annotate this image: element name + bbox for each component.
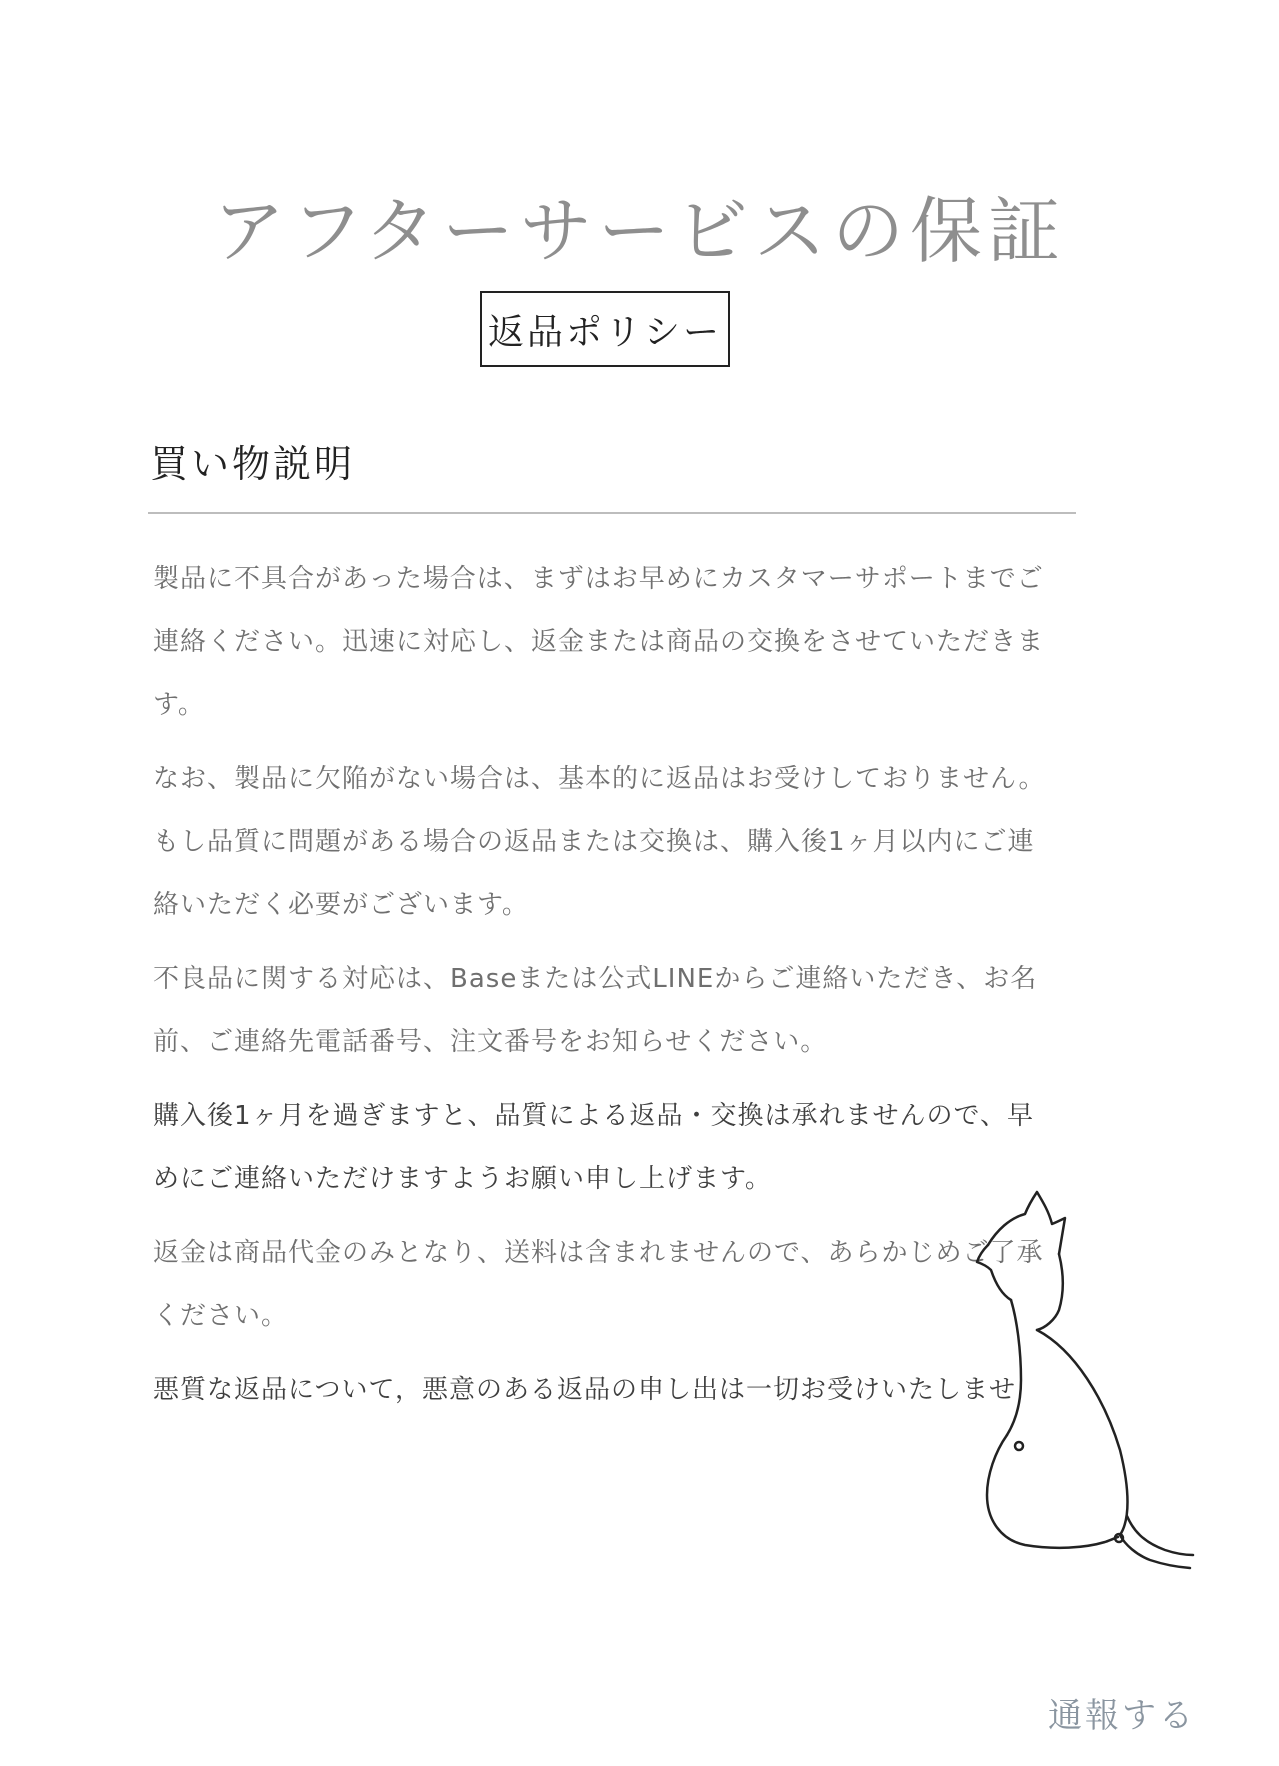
- policy-paragraph: 購入後1ヶ月を過ぎますと、品質による返品・交換は承れませんので、早めにご連絡いただけますようお願い申し上げます。: [153, 1101, 1035, 1194]
- sitting-cat-icon: [925, 1190, 1195, 1600]
- policy-paragraph: 悪質な返品について，悪意のある返品の申し出は一切お受けいたしませ: [153, 1375, 1016, 1405]
- policy-paragraph: 不良品に関する対応は、Baseまたは公式LINEからご連絡いただき、お名前、ご連絡先電話番号、注文番号をお知らせください。: [153, 964, 1038, 1057]
- policy-body: [153, 548, 1058, 1433]
- page-title: アフターサービスの保証: [213, 189, 1066, 273]
- policy-paragraph: 返金は商品代金のみとなり、送料は含まれませんので、あらかじめご了承ください。: [153, 1238, 1044, 1331]
- report-link[interactable]: 通報する: [1048, 1696, 1196, 1736]
- policy-paragraph: なお、製品に欠陥がない場合は、基本的に返品はお受けしておりません。もし品質に問題がある場合の返品または交換は、購入後1ヶ月以内にご連絡いただく必要がございます。: [153, 764, 1046, 920]
- section-heading: 買い物説明: [150, 442, 356, 486]
- return-policy-badge: 返品ポリシー: [480, 291, 730, 367]
- policy-paragraph: 製品に不具合があった場合は、まずはお早めにカスタマーサポートまでご連絡ください。迅速に対応し、返金または商品の交換をさせていただきます。: [153, 564, 1045, 720]
- section-divider: [148, 512, 1076, 514]
